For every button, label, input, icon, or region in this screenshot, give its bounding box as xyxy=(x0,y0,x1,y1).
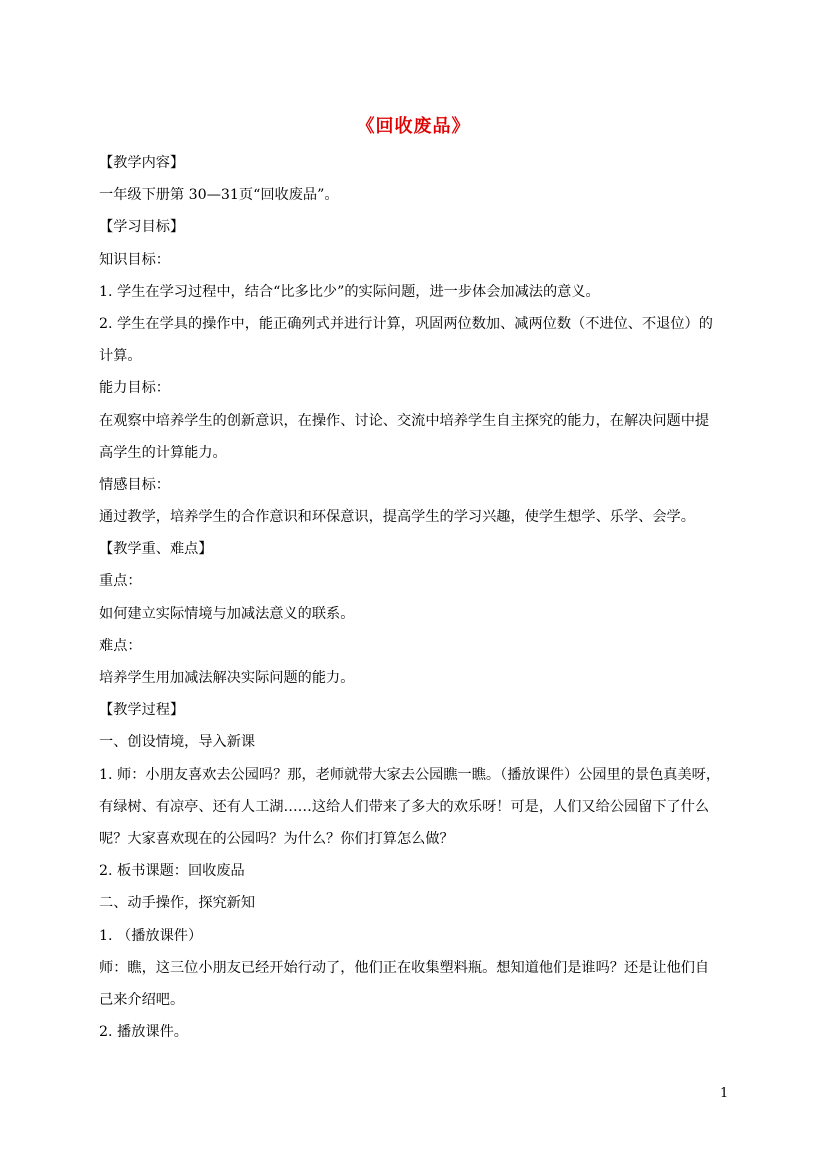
paragraph-step-1-1-cont: 有绿树、有凉亭、还有人工湖……这给人们带来了多大的欢乐呀！可是，人们又给公园留下了什么 xyxy=(99,798,710,815)
paragraph-step-2-1: 1. （播放课件） xyxy=(99,927,203,944)
subheading-step-1: 一、创设情境，导入新课 xyxy=(99,734,256,751)
page-number: 1 xyxy=(720,1086,729,1101)
section-heading-key-points: 【教学重、难点】 xyxy=(99,541,213,558)
subheading-step-2: 二、动手操作，探究新知 xyxy=(99,895,256,912)
paragraph-ability: 在观察中培养学生的创新意识，在操作、讨论、交流中培养学生自主探究的能力，在解决问题中提 xyxy=(99,412,710,429)
document-body xyxy=(99,147,739,1048)
paragraph-step-2-2: 2. 播放课件。 xyxy=(99,1024,188,1041)
subheading-focus: 重点： xyxy=(99,573,142,590)
paragraph-content-info: 一年级下册第 30—31页“回收废品”。 xyxy=(99,187,339,204)
subheading-ability: 能力目标： xyxy=(99,380,170,397)
paragraph-focus: 如何建立实际情境与加减法意义的联系。 xyxy=(99,605,355,622)
section-heading-process: 【教学过程】 xyxy=(99,702,185,719)
paragraph-emotion: 通过教学，培养学生的合作意识和环保意识，提高学生的学习兴趣，使学生想学、乐学、会学。 xyxy=(99,509,695,526)
paragraph-ability-cont: 高学生的计算能力。 xyxy=(99,444,227,461)
paragraph-step-1-2: 2. 板书课题：回收废品 xyxy=(99,863,245,880)
paragraph-step-1-1: 1. 师：小朋友喜欢去公园吗？那，老师就带大家去公园瞧一瞧。（播放课件）公园里的景色真美呀， xyxy=(99,766,721,783)
paragraph-knowledge-2-cont: 计算。 xyxy=(99,348,142,365)
paragraph-step-2-teacher-cont: 己来介绍吧。 xyxy=(99,991,185,1008)
section-heading-content: 【教学内容】 xyxy=(99,155,185,171)
subheading-difficulty: 难点： xyxy=(99,637,142,654)
section-heading-goals: 【学习目标】 xyxy=(99,219,185,236)
subheading-emotion: 情感目标： xyxy=(99,476,170,493)
subheading-knowledge: 知识目标： xyxy=(99,251,170,268)
document-title: 《回收废品》 xyxy=(356,116,471,137)
paragraph-knowledge-1: 1. 学生在学习过程中，结合“比多比少”的实际问题，进一步体会加减法的意义。 xyxy=(99,283,600,300)
paragraph-step-2-teacher: 师：瞧，这三位小朋友已经开始行动了，他们正在收集塑料瓶。想知道他们是谁吗？还是让他们自 xyxy=(99,959,710,976)
paragraph-knowledge-2: 2. 学生在学具的操作中，能正确列式并进行计算，巩固两位数加、减两位数（不进位、不退位）的 xyxy=(99,315,713,332)
paragraph-step-1-1-cont2: 呢？大家喜欢现在的公园吗？为什么？你们打算怎么做？ xyxy=(99,830,454,847)
paragraph-difficulty: 培养学生用加减法解决实际问题的能力。 xyxy=(99,670,355,686)
